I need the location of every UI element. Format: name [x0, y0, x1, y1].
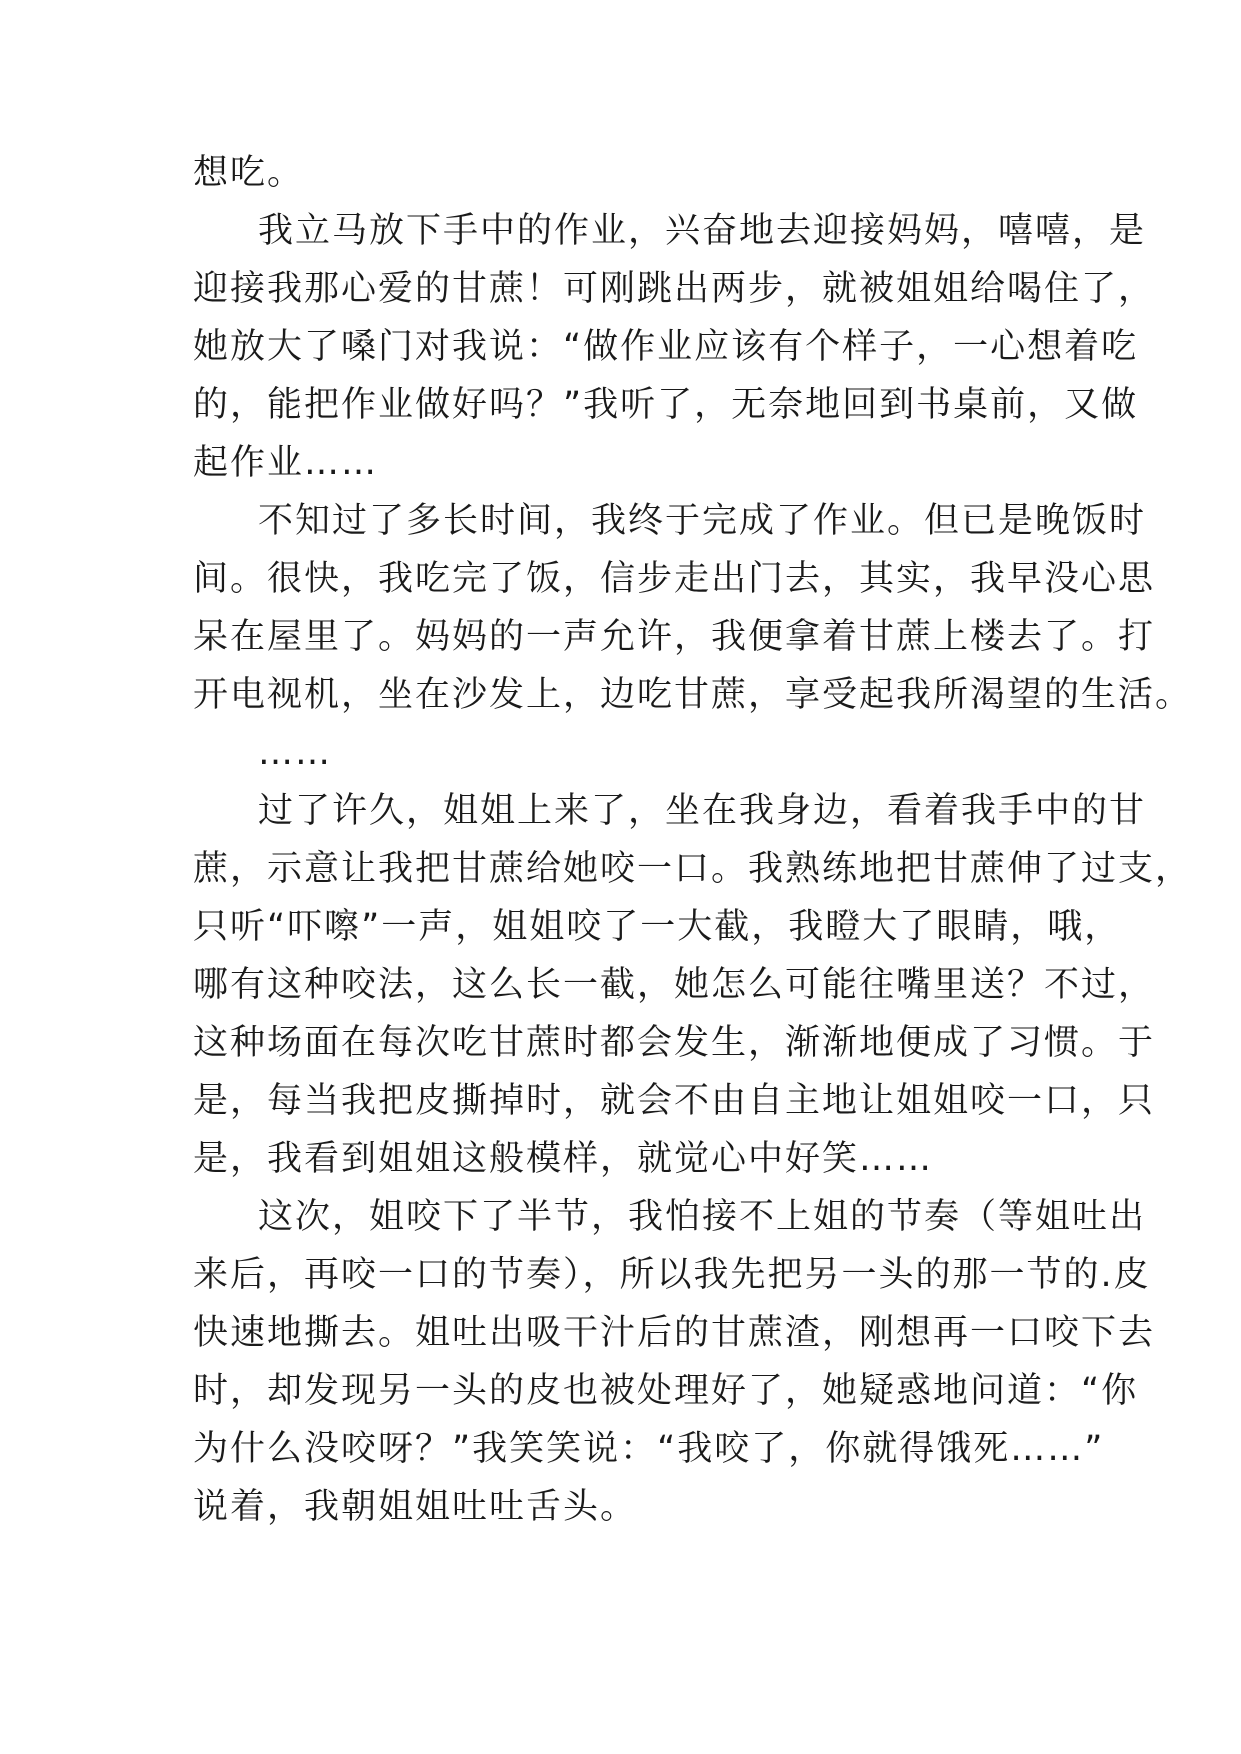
- text-line: 呆在屋里了。妈妈的一声允许，我便拿着甘蔗上楼去了。打: [193, 617, 1156, 657]
- text-line: 的，能把作业做好吗？”我听了，无奈地回到书桌前，又做: [193, 385, 1139, 425]
- text-line: 哪有这种咬法，这么长一截，她怎么可能往嘴里送？不过，: [193, 965, 1156, 1005]
- text-line: 来后，再咬一口的节奏），所以我先把另一头的那一节的.皮: [193, 1255, 1151, 1295]
- text-line: 开电视机，坐在沙发上，边吃甘蔗，享受起我所渴望的生活。: [193, 675, 1193, 715]
- text-line: 想吃。: [193, 153, 305, 193]
- paragraph-first-line: 不知过了多长时间，我终于完成了作业。但已是晚饭时: [258, 501, 1147, 541]
- text-line: 是，我看到姐姐这般模样，就觉心中好笑……: [193, 1139, 934, 1179]
- paragraph-first-line: 这次，姐咬下了半节，我怕接不上姐的节奏（等姐吐出: [258, 1197, 1147, 1237]
- text-line: 起作业……: [193, 443, 379, 483]
- paragraph-first-line: 过了许久，姐姐上来了，坐在我身边，看着我手中的甘: [258, 791, 1147, 831]
- text-line: 是，每当我把皮撕掉时，就会不由自主地让姐姐咬一口，只: [193, 1081, 1156, 1121]
- text-line: 间。很快，我吃完了饭，信步走出门去，其实，我早没心思: [193, 559, 1156, 599]
- text-line: 为什么没咬呀？”我笑笑说：“我咬了，你就得饿死……”: [193, 1429, 1105, 1469]
- text-line: 只听“吓嚓”一声，姐姐咬了一大截，我瞪大了眼睛，哦，: [193, 907, 1122, 947]
- text-line: 迎接我那心爱的甘蔗！可刚跳出两步，就被姐姐给喝住了，: [193, 269, 1156, 309]
- paragraph-first-line: 我立马放下手中的作业，兴奋地去迎接妈妈，嘻嘻，是: [258, 211, 1147, 251]
- text-line: 说着，我朝姐姐吐吐舌头。: [193, 1487, 638, 1527]
- ellipsis-line: ……: [258, 733, 332, 773]
- text-line: 她放大了嗓门对我说：“做作业应该有个样子，一心想着吃: [193, 327, 1139, 367]
- text-line: 快速地撕去。姐吐出吸干汁后的甘蔗渣，刚想再一口咬下去: [193, 1313, 1156, 1353]
- text-line: 蔗，示意让我把甘蔗给她咬一口。我熟练地把甘蔗伸了过支，: [193, 849, 1193, 889]
- text-line: 时，却发现另一头的皮也被处理好了，她疑惑地问道：“你: [193, 1371, 1139, 1411]
- text-line: 这种场面在每次吃甘蔗时都会发生，渐渐地便成了习惯。于: [193, 1023, 1156, 1063]
